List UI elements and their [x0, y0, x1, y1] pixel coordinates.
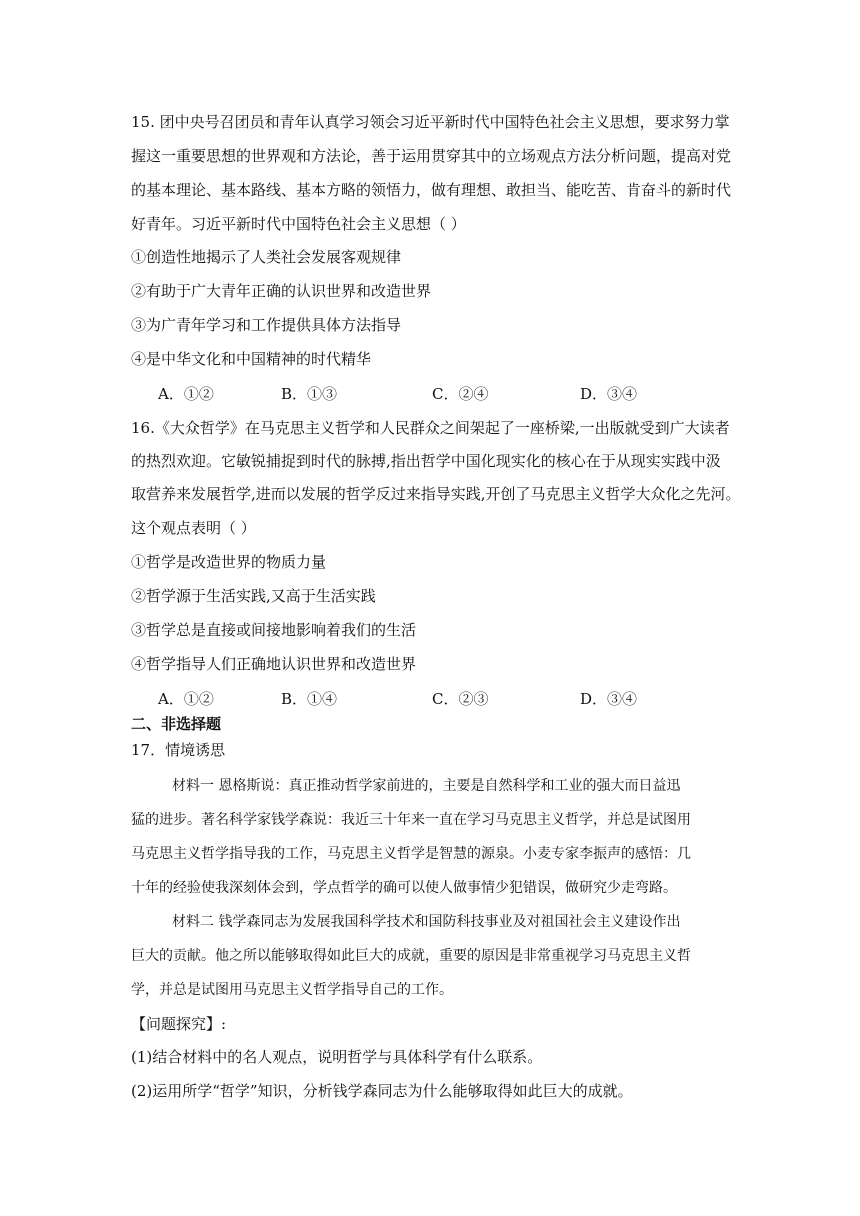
q17-material1-line: 材料一 恩格斯说：真正推动哲学家前进的，主要是自然科学和工业的强大而日益迅: [172, 778, 681, 794]
q16-option-c: C．②③: [432, 690, 489, 708]
q15-statement: ④是中华文化和中国精神的时代精华: [131, 350, 372, 368]
q17-question: (1)结合材料中的名人观点，说明哲学与具体科学有什么联系。: [131, 1048, 543, 1066]
q16-option-d: D．③④: [580, 690, 638, 708]
q15-statement: ②有助于广大青年正确的认识世界和改造世界: [131, 282, 432, 300]
q15-stem-line: 的基本理论、基本路线、基本方略的领悟力，做有理想、敢担当、能吃苦、肯奋斗的新时代: [131, 181, 732, 199]
q15-option-a: A．①②: [158, 385, 214, 403]
q17-title: 17．情境诱思: [131, 741, 226, 759]
q16-statement: ①哲学是改造世界的物质力量: [131, 553, 327, 571]
q16-option-b: B．①④: [281, 690, 338, 708]
q17-material1-line: 猛的进步。著名科学家钱学森说：我近三十年来一直在学习马克思主义哲学，并总是试图用: [131, 812, 691, 828]
q17-material2-line: 巨大的贡献。他之所以能够取得如此巨大的成就，重要的原因是非常重视学习马克思主义哲: [131, 948, 691, 964]
q16-statement: ③哲学总是直接或间接地影响着我们的生活: [131, 621, 417, 639]
q15-option-c: C．②④: [432, 385, 489, 403]
q17-inquiry-heading: 【问题探究】:: [131, 1015, 227, 1033]
q16-stem-line: 取营养来发展哲学,进而以发展的哲学反过来指导实践,开创了马克思主义哲学大众化之先河。: [131, 485, 741, 503]
q16-option-a: A．①②: [158, 690, 214, 708]
q17-question: (2)运用所学“哲学”知识，分析钱学森同志为什么能够取得如此巨大的成就。: [131, 1082, 633, 1100]
q15-option-b: B．①③: [281, 385, 338, 403]
section-heading: 二、非选择题: [131, 715, 222, 733]
q16-stem-line: 16.《大众哲学》在马克思主义哲学和人民群众之间架起了一座桥梁,一出版就受到广大读者: [131, 419, 730, 437]
q17-material2-line: 学，并总是试图用马克思主义哲学指导自己的工作。: [131, 982, 453, 998]
q15-stem-line: 好青年。习近平新时代中国特色社会主义思想（ ）: [131, 215, 466, 233]
q17-material2-line: 材料二 钱学森同志为发展我国科学技术和国防科技事业及对祖国社会主义建设作出: [172, 914, 681, 930]
q16-statement: ②哲学源于生活实践,又高于生活实践: [131, 587, 376, 605]
q15-stem-line: 握这一重要思想的世界观和方法论，善于运用贯穿其中的立场观点方法分析问题，提高对党: [131, 147, 732, 165]
q15-stem-line: 15. 团中央号召团员和青年认真学习领会习近平新时代中国特色社会主义思想，要求努力掌: [131, 113, 730, 131]
q16-statement: ④哲学指导人们正确地认识世界和改造世界: [131, 655, 417, 673]
q17-material1-line: 马克思主义哲学指导我的工作，马克思主义哲学是智慧的源泉。小麦专家李振声的感悟：几: [131, 846, 691, 862]
q15-option-d: D．③④: [580, 385, 638, 403]
q15-statement: ①创造性地揭示了人类社会发展客观规律: [131, 248, 402, 266]
q16-stem-line: 这个观点表明（ ）: [131, 519, 256, 537]
q15-statement: ③为广青年学习和工作提供具体方法指导: [131, 316, 402, 334]
q16-stem-line: 的热烈欢迎。它敏锐捕捉到时代的脉搏,指出哲学中国化现实化的核心在于从现实实践中汲: [131, 452, 721, 470]
q17-material1-line: 十年的经验使我深刻体会到，学点哲学的确可以使人做事情少犯错误，做研究少走弯路。: [131, 880, 677, 896]
